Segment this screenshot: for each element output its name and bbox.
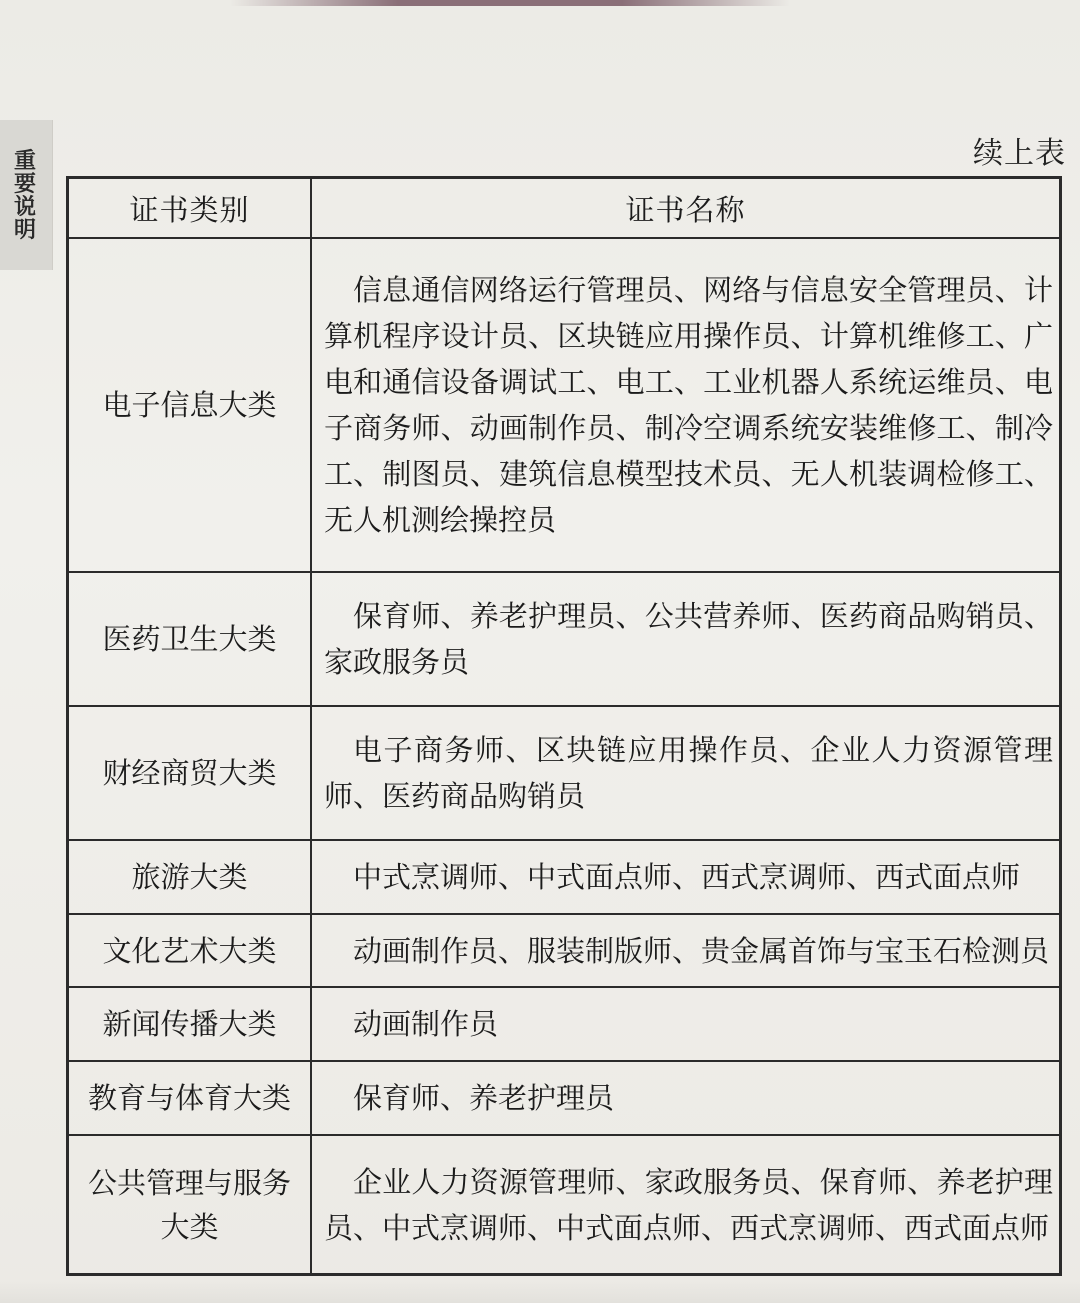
names-text: 企业人力资源管理师、家政服务员、保育师、养老护理员、中式烹调师、中式面点师、西式烹调师、西式面点师 [324, 1164, 1053, 1245]
names-text: 保育师、养老护理员、公共营养师、医药商品购销员、家政服务员 [324, 599, 1053, 679]
row-category [69, 915, 312, 988]
row-category [69, 988, 312, 1062]
row-names [312, 841, 1059, 915]
names-text: 动画制作员、服装制版师、贵金属首饰与宝玉石检测员 [353, 933, 1050, 968]
row-category [69, 841, 312, 915]
category-text: 新闻传播大类 [102, 1007, 277, 1041]
category-text: 旅游大类 [131, 860, 248, 894]
header-category: 证书类别 [69, 179, 312, 239]
names-text: 信息通信网络运行管理员、网络与信息安全管理员、计算机程序设计员、区块链应用操作员、计算机维修工、广电和通信设备调试工、电工、工业机器人系统运维员、电子商务师、动画制作员、制冷空调系统安装维修工、制冷工、制图员、建筑信息模型技术员、无人机装调检修工、无人机测绘操控员 [324, 273, 1053, 537]
row-names [312, 1136, 1059, 1273]
category-text: 教育与体育大类 [87, 1081, 291, 1115]
category-text: 文化艺术大类 [102, 933, 277, 968]
page-bottom-shadow [0, 1280, 1080, 1303]
category-text: 财经商贸大类 [102, 756, 277, 790]
row-names [312, 239, 1059, 573]
header-names: 证书名称 [312, 179, 1059, 239]
side-tab-label: 重要说明 [13, 149, 36, 243]
row-category [69, 707, 312, 841]
row-category [69, 1136, 312, 1273]
names-text: 中式烹调师、中式面点师、西式烹调师、西式面点师 [353, 860, 1021, 894]
row-names [312, 573, 1059, 707]
page-top-edge [230, 0, 790, 6]
category-text: 公共管理与服务大类 [87, 1165, 291, 1244]
row-category [69, 1062, 312, 1136]
continued-label: 续上表 [973, 136, 1066, 171]
certificate-table [66, 176, 1062, 1276]
row-names [312, 1062, 1059, 1136]
row-names [312, 915, 1059, 988]
row-names [312, 707, 1059, 841]
category-text: 医药卫生大类 [102, 622, 277, 656]
names-text: 电子商务师、区块链应用操作员、企业人力资源管理师、医药商品购销员 [324, 733, 1053, 813]
category-text: 电子信息大类 [102, 388, 277, 422]
row-category [69, 573, 312, 707]
names-text: 动画制作员 [353, 1007, 499, 1041]
row-category [69, 239, 312, 573]
names-text: 保育师、养老护理员 [353, 1081, 615, 1115]
row-names [312, 988, 1059, 1062]
